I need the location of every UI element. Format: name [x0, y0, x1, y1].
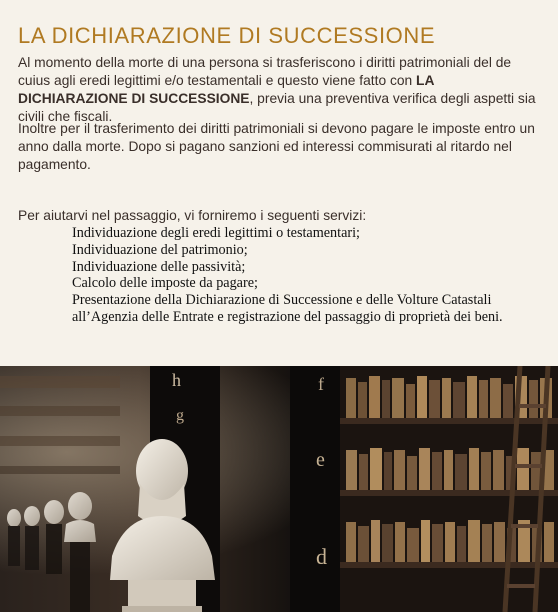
- pillar-right: [290, 366, 340, 612]
- intro-tail: , previa una preventiva verifica degli aspetti sia civili che fiscali.: [18, 91, 536, 124]
- taxes-paragraph: Inoltre per il trasferimento dei diritti patrimoniali si devono pagare le imposte entro un anno dalla morte. Dopo si pagano sanzioni ed interessi commisurati al ritardo nel pagamento.: [18, 121, 535, 172]
- pillar-letter: h: [172, 370, 181, 390]
- intro-emphasis: LA DICHIARAZIONE DI SUCCESSIONE: [18, 73, 434, 106]
- pillar-letter: e: [316, 449, 325, 471]
- pillar-letter: d: [316, 544, 327, 569]
- intro-paragraph: [18, 54, 546, 126]
- pillar-letter: g: [176, 407, 184, 424]
- list-item: Presentazione della Dichiarazione di Successione e delle Volture Catastali all’Agenzia delle Entrate e registrazione del passaggio di proprietà dei beni.: [72, 292, 503, 325]
- intro-lead: Al momento della morte di una persona si trasferiscono i diritti patrimoniali del de cuius agli eredi legittimi e/o testamentali e questo viene fatto con: [18, 55, 512, 88]
- list-item: Individuazione delle passività;: [72, 258, 246, 275]
- pillar-letter: f: [318, 374, 324, 394]
- page-title: LA DICHIARAZIONE DI SUCCESSIONE: [18, 22, 436, 48]
- list-item: Individuazione degli eredi legittimi o testamentari;: [72, 225, 360, 241]
- list-item: Individuazione del patrimonio;: [72, 241, 248, 258]
- library-illustration: [0, 366, 558, 612]
- list-item: Calcolo delle imposte da pagare;: [72, 275, 258, 292]
- library-photo: [0, 366, 558, 612]
- services-intro: Per aiutarvi nel passaggio, vi forniremo i seguenti servizi:: [18, 208, 367, 223]
- services-list: [72, 225, 552, 326]
- bookshelf-right: [340, 366, 558, 612]
